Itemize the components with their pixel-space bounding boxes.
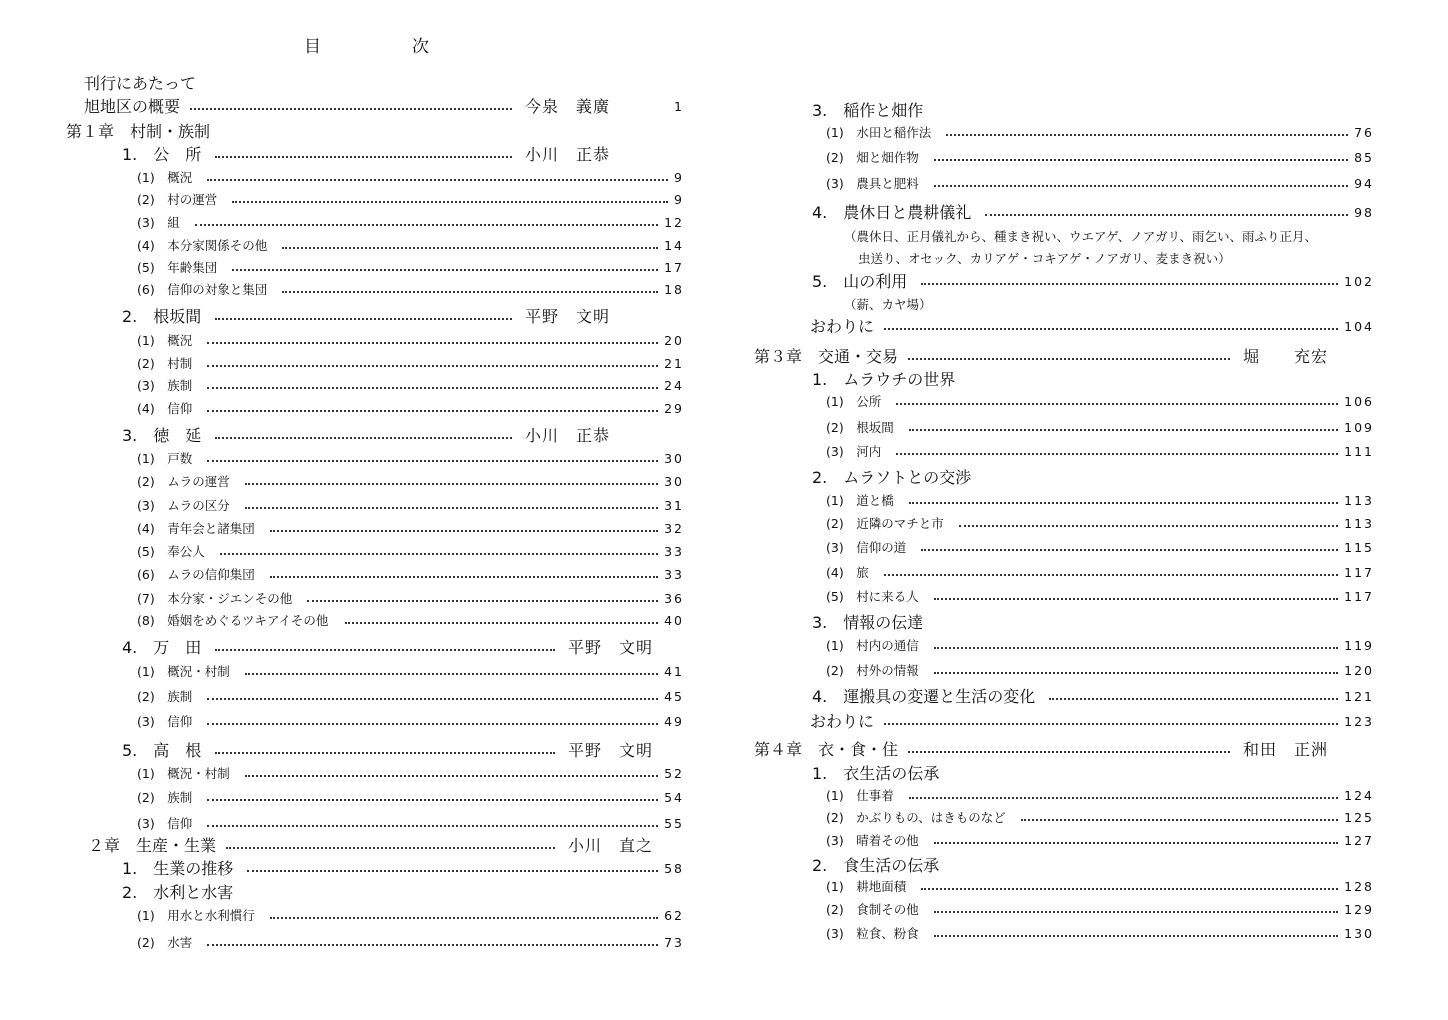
toc-entry-author: 小川 直之 xyxy=(568,836,654,855)
toc-entry-page-number: 58 xyxy=(664,861,684,876)
toc-leader-dots xyxy=(934,598,1339,600)
toc-entry xyxy=(826,122,1384,144)
toc-entry-page-number: 113 xyxy=(1344,516,1374,531)
toc-entry-page-number: 33 xyxy=(664,544,684,559)
toc-entry-label: 第４章 衣・食・住 xyxy=(754,740,899,759)
toc-entry-label: (3) 信仰 xyxy=(137,714,193,729)
toc-entry-label: (2) 族制 xyxy=(137,689,193,704)
toc-entry-label: 1. 生業の推移 xyxy=(122,859,234,878)
toc-entry-label: (2) 水害 xyxy=(137,935,193,950)
toc-entry-label: 3. 情報の伝達 xyxy=(812,613,924,632)
toc-entry xyxy=(122,740,654,762)
toc-entry-label: (2) 村の運営 xyxy=(137,192,218,207)
toc-entry-label: 刊行にあたって xyxy=(84,74,197,93)
toc-entry-label: (3) 族制 xyxy=(137,378,193,393)
toc-leader-dots xyxy=(207,723,658,725)
toc-entry-page-number: 31 xyxy=(664,498,684,513)
toc-entry xyxy=(812,686,1384,708)
toc-entry-label: (3) ムラの区分 xyxy=(137,498,230,513)
toc-leader-dots xyxy=(985,214,1348,216)
toc-entry-page-number: 52 xyxy=(664,766,684,781)
toc-leader-dots xyxy=(909,502,1339,504)
toc-entry-label: (3) 農具と肥料 xyxy=(826,176,919,191)
toc-entry-page-number: 33 xyxy=(664,567,684,582)
toc-entry xyxy=(137,471,694,493)
toc-entry xyxy=(137,257,694,279)
toc-leader-dots xyxy=(934,672,1339,674)
toc-entry xyxy=(812,855,1422,877)
toc-entry-page-number: 62 xyxy=(664,908,684,923)
toc-entry-author: 平野 文明 xyxy=(568,741,654,760)
toc-entry-label: (1) 戸数 xyxy=(137,451,193,466)
toc-entry-page-number: 128 xyxy=(1344,879,1374,894)
toc-entry-label: (1) 仕事着 xyxy=(826,788,894,803)
toc-leader-dots xyxy=(896,453,1338,455)
toc-entry-page-number: 117 xyxy=(1344,589,1374,604)
toc-entry xyxy=(137,189,694,211)
toc-entry-page-number: 73 xyxy=(664,935,684,950)
toc-leader-dots xyxy=(245,775,659,777)
toc-entry-label: （農休日、正月儀礼から、種まき祝い、ウエアゲ、ノアガリ、雨乞い、雨ふり正月、 xyxy=(844,229,1318,244)
toc-entry xyxy=(812,100,1422,122)
toc-entry xyxy=(137,588,694,610)
toc-entry-label: (1) 公所 xyxy=(826,394,882,409)
toc-leader-dots xyxy=(921,283,1338,285)
toc-entry xyxy=(810,711,1384,733)
toc-entry-page-number: 119 xyxy=(1344,638,1374,653)
toc-entry xyxy=(826,635,1384,657)
toc-entry-label: (1) 用水と水利慣行 xyxy=(137,908,255,923)
toc-entry xyxy=(826,876,1384,898)
toc-leader-dots xyxy=(207,460,658,462)
toc-entry xyxy=(137,564,694,586)
toc-entry-label: 旭地区の概要 xyxy=(84,97,181,116)
toc-entry xyxy=(137,330,694,352)
toc-entry-label: (3) 河内 xyxy=(826,444,882,459)
toc-entry xyxy=(812,369,1422,391)
toc-entry-label: 1. ムラウチの世界 xyxy=(812,370,956,389)
toc-entry-label: (4) 旅 xyxy=(826,565,869,580)
toc-entry xyxy=(137,212,694,234)
toc-entry-label: (6) 信仰の対象と集団 xyxy=(137,282,268,297)
toc-entry-label: (3) 粒食、粉食 xyxy=(826,926,919,941)
toc-entry xyxy=(137,448,694,470)
toc-entry xyxy=(137,541,694,563)
toc-leader-dots xyxy=(247,870,658,872)
toc-entry-label: (2) 畑と畑作物 xyxy=(826,150,919,165)
toc-leader-dots xyxy=(345,622,659,624)
toc-entry-page-number: 109 xyxy=(1344,420,1374,435)
toc-entry-page-number: 18 xyxy=(664,282,684,297)
toc-entry xyxy=(122,306,611,328)
toc-leader-dots xyxy=(270,530,659,532)
toc-entry-label: 2. ムラソトとの交渉 xyxy=(812,468,972,487)
toc-leader-dots xyxy=(190,108,512,110)
toc-leader-dots xyxy=(1049,698,1338,700)
toc-entry xyxy=(810,316,1384,338)
toc-entry-label: (1) 耕地面積 xyxy=(826,879,907,894)
toc-entry xyxy=(812,612,1422,634)
toc-entry xyxy=(137,661,694,683)
toc-entry-label: (5) 村に来る人 xyxy=(826,589,919,604)
toc-entry-page-number: 111 xyxy=(1344,444,1374,459)
toc-entry-label: 4. 運搬具の変遷と生活の変化 xyxy=(812,687,1036,706)
toc-entry xyxy=(137,167,694,189)
toc-leader-dots xyxy=(884,574,1339,576)
toc-entry-label: 4. 万 田 xyxy=(122,638,202,657)
toc-entry xyxy=(754,739,1329,761)
toc-entry xyxy=(812,467,1422,489)
toc-leader-dots xyxy=(245,673,659,675)
toc-entry xyxy=(826,899,1384,921)
toc-entry xyxy=(137,518,694,540)
toc-entry xyxy=(122,637,654,659)
toc-entry xyxy=(66,121,676,143)
toc-entry xyxy=(826,537,1384,559)
toc-entry xyxy=(826,147,1384,169)
toc-entry-page-number: 124 xyxy=(1344,788,1374,803)
toc-entry-page-number: 12 xyxy=(664,215,684,230)
toc-entry-page-number: 94 xyxy=(1354,176,1374,191)
toc-leader-dots xyxy=(207,342,658,344)
toc-entry-label: (3) 信仰 xyxy=(137,816,193,831)
toc-entry xyxy=(137,235,694,257)
toc-leader-dots xyxy=(215,318,512,320)
toc-entry-page-number: 98 xyxy=(1354,205,1374,220)
toc-entry-label: (2) 近隣のマチと市 xyxy=(826,516,944,531)
toc-entry-label: (2) 族制 xyxy=(137,790,193,805)
toc-leader-dots xyxy=(245,507,659,509)
toc-entry-label: おわりに xyxy=(810,317,875,336)
toc-leader-dots xyxy=(884,723,1338,725)
toc-entry-label: 第３章 交通・交易 xyxy=(754,347,899,366)
toc-entry xyxy=(826,807,1384,829)
toc-entry-page-number: 45 xyxy=(664,689,684,704)
toc-leader-dots xyxy=(207,387,658,389)
toc-entry-label: (5) 年齢集団 xyxy=(137,260,218,275)
toc-entry-page-number: 125 xyxy=(1344,810,1374,825)
toc-entry-author: 平野 文明 xyxy=(568,638,654,657)
toc-entry xyxy=(826,417,1384,439)
toc-entry-page-number: 24 xyxy=(664,378,684,393)
toc-entry xyxy=(812,763,1422,785)
toc-entry-label: 虫送り、オセック、カリアゲ・コキアゲ・ノアガリ、麦まき祝い） xyxy=(858,251,1231,266)
toc-entry-page-number: 9 xyxy=(674,170,684,185)
toc-entry xyxy=(84,96,694,118)
toc-entry-page-number: 30 xyxy=(664,474,684,489)
toc-leader-dots xyxy=(207,825,658,827)
toc-entry xyxy=(122,425,611,447)
toc-entry-label: 5. 高 根 xyxy=(122,741,202,760)
toc-entry xyxy=(826,830,1384,852)
toc-entry xyxy=(826,660,1384,682)
toc-entry xyxy=(84,73,694,95)
toc-entry-label: 4. 農休日と農耕儀礼 xyxy=(812,203,972,222)
page-title-right: 次 xyxy=(412,37,429,57)
toc-entry-label: 1. 衣生活の伝承 xyxy=(812,764,940,783)
toc-leader-dots xyxy=(215,156,512,158)
toc-entry-page-number: 17 xyxy=(664,260,684,275)
toc-entry xyxy=(844,226,1448,248)
toc-entry xyxy=(844,294,1448,316)
toc-entry-page-number: 41 xyxy=(664,664,684,679)
toc-entry-label: 第１章 村制・族制 xyxy=(66,122,211,141)
toc-leader-dots xyxy=(270,917,659,919)
toc-entry-label: (8) 婚姻をめぐるツキアイその他 xyxy=(137,613,329,628)
toc-leader-dots xyxy=(921,888,1338,890)
toc-entry-page-number: 54 xyxy=(664,790,684,805)
toc-leader-dots xyxy=(934,842,1339,844)
toc-entry-label: (2) ムラの運営 xyxy=(137,474,230,489)
toc-leader-dots xyxy=(282,291,658,293)
toc-entry-label: 2. 水利と水害 xyxy=(122,883,234,902)
toc-leader-dots xyxy=(207,944,658,946)
toc-entry-page-number: 121 xyxy=(1344,689,1374,704)
toc-entry xyxy=(826,173,1384,195)
toc-entry-page-number: 106 xyxy=(1344,394,1374,409)
toc-leader-dots xyxy=(934,647,1339,649)
toc-entry-label: (3) 組 xyxy=(137,215,180,230)
toc-entry-page-number: 29 xyxy=(664,401,684,416)
toc-entry xyxy=(88,835,654,857)
toc-entry-page-number: 32 xyxy=(664,521,684,536)
toc-entry-page-number: 49 xyxy=(664,714,684,729)
toc-leader-dots xyxy=(946,134,1348,136)
toc-entry-label: 3. 徳 延 xyxy=(122,426,202,445)
toc-leader-dots xyxy=(232,269,658,271)
toc-entry-page-number: 20 xyxy=(664,333,684,348)
toc-entry xyxy=(137,763,694,785)
toc-leader-dots xyxy=(908,751,1230,753)
toc-entry-label: (1) 概況 xyxy=(137,170,193,185)
toc-entry-label: ２章 生産・生業 xyxy=(88,836,217,855)
toc-leader-dots xyxy=(270,576,659,578)
toc-entry-label: (2) 根坂間 xyxy=(826,420,894,435)
toc-entry xyxy=(826,391,1384,413)
toc-entry-page-number: 113 xyxy=(1344,493,1374,508)
toc-leader-dots xyxy=(207,365,658,367)
toc-entry xyxy=(137,398,694,420)
toc-entry xyxy=(826,562,1384,584)
toc-entry-label: (4) 青年会と諸集団 xyxy=(137,521,255,536)
toc-leader-dots xyxy=(934,935,1339,937)
toc-leader-dots xyxy=(207,799,658,801)
toc-entry-page-number: 1 xyxy=(674,99,684,114)
toc-entry-page-number: 129 xyxy=(1344,902,1374,917)
toc-entry xyxy=(137,610,694,632)
toc-leader-dots xyxy=(921,549,1338,551)
toc-entry xyxy=(754,346,1329,368)
toc-leader-dots xyxy=(232,201,668,203)
toc-leader-dots xyxy=(959,525,1339,527)
toc-entry-label: (3) 晴着その他 xyxy=(826,833,919,848)
toc-entry xyxy=(137,787,694,809)
toc-entry-page-number: 55 xyxy=(664,816,684,831)
toc-leader-dots xyxy=(884,328,1338,330)
toc-entry-label: (2) 村制 xyxy=(137,356,193,371)
toc-entry xyxy=(137,279,694,301)
toc-entry xyxy=(137,932,694,954)
toc-entry xyxy=(826,923,1384,945)
toc-leader-dots xyxy=(207,179,668,181)
toc-entry xyxy=(826,490,1384,512)
toc-entry-label: (4) 信仰 xyxy=(137,401,193,416)
toc-entry-page-number: 127 xyxy=(1344,833,1374,848)
toc-leader-dots xyxy=(207,698,658,700)
toc-leader-dots xyxy=(282,247,658,249)
toc-entry xyxy=(826,785,1384,807)
toc-leader-dots xyxy=(909,797,1339,799)
toc-entry-label: (2) 食制その他 xyxy=(826,902,919,917)
toc-entry-label: (2) 村外の情報 xyxy=(826,663,919,678)
toc-entry xyxy=(137,905,694,927)
toc-entry-page-number: 120 xyxy=(1344,663,1374,678)
toc-entry-label: (6) ムラの信仰集団 xyxy=(137,567,255,582)
toc-entry-author: 小川 正恭 xyxy=(525,426,611,445)
toc-leader-dots xyxy=(207,410,658,412)
toc-entry-author: 平野 文明 xyxy=(525,307,611,326)
toc-entry-page-number: 36 xyxy=(664,591,684,606)
toc-leader-dots xyxy=(215,649,555,651)
toc-leader-dots xyxy=(934,911,1339,913)
toc-entry-page-number: 104 xyxy=(1344,319,1374,334)
toc-entry xyxy=(137,813,694,835)
toc-entry-page-number: 76 xyxy=(1354,125,1374,140)
toc-leader-dots xyxy=(226,847,555,849)
toc-entry-page-number: 115 xyxy=(1344,540,1374,555)
toc-leader-dots xyxy=(307,600,658,602)
toc-entry-author: 堀 充宏 xyxy=(1243,347,1329,366)
toc-entry xyxy=(812,271,1384,293)
toc-leader-dots xyxy=(220,553,659,555)
toc-entry-page-number: 102 xyxy=(1344,274,1374,289)
toc-entry-label: 1. 公 所 xyxy=(122,145,202,164)
toc-entry-label: (7) 本分家・ジエンその他 xyxy=(137,591,293,606)
toc-entry xyxy=(826,586,1384,608)
toc-entry xyxy=(812,202,1384,224)
toc-entry-page-number: 30 xyxy=(664,451,684,466)
toc-entry-label: (1) 概況 xyxy=(137,333,193,348)
toc-entry xyxy=(122,882,732,904)
toc-entry-page-number: 130 xyxy=(1344,926,1374,941)
toc-entry-page-number: 21 xyxy=(664,356,684,371)
toc-entry-label: 5. 山の利用 xyxy=(812,272,908,291)
toc-entry-label: (5) 奉公人 xyxy=(137,544,205,559)
toc-entry xyxy=(137,375,694,397)
toc-entry-label: (1) 概況・村制 xyxy=(137,664,230,679)
toc-entry-page-number: 123 xyxy=(1344,714,1374,729)
toc-entry xyxy=(826,513,1384,535)
toc-leader-dots xyxy=(215,752,555,754)
toc-entry-author: 小川 正恭 xyxy=(525,145,611,164)
toc-entry-label: (4) 本分家関係その他 xyxy=(137,238,268,253)
toc-entry-author: 今泉 義廣 xyxy=(525,97,611,116)
toc-entry-label: 2. 食生活の伝承 xyxy=(812,856,940,875)
toc-leader-dots xyxy=(934,159,1349,161)
toc-entry-label: （薪、カヤ場） xyxy=(844,297,932,312)
toc-entry-page-number: 40 xyxy=(664,613,684,628)
toc-entry xyxy=(122,858,694,880)
toc-entry-label: (3) 信仰の道 xyxy=(826,540,907,555)
toc-entry xyxy=(137,711,694,733)
toc-entry xyxy=(826,441,1384,463)
toc-entry-label: (1) 道と橋 xyxy=(826,493,894,508)
toc-leader-dots xyxy=(896,403,1338,405)
toc-leader-dots xyxy=(245,483,659,485)
toc-leader-dots xyxy=(195,224,659,226)
toc-leader-dots xyxy=(215,437,512,439)
toc-entry xyxy=(137,353,694,375)
toc-entry-author: 和田 正洲 xyxy=(1243,740,1329,759)
toc-leader-dots xyxy=(934,185,1349,187)
toc-entry-label: 2. 根坂間 xyxy=(122,307,202,326)
toc-entry-label: (2) かぶりもの、はきものなど xyxy=(826,810,1006,825)
toc-entry-page-number: 14 xyxy=(664,238,684,253)
toc-entry xyxy=(858,248,1448,270)
toc-entry xyxy=(137,686,694,708)
toc-entry-label: おわりに xyxy=(810,712,875,731)
toc-leader-dots xyxy=(909,429,1339,431)
toc-entry-page-number: 9 xyxy=(674,192,684,207)
toc-entry-page-number: 85 xyxy=(1354,150,1374,165)
toc-leader-dots xyxy=(908,358,1230,360)
toc-entry-page-number: 117 xyxy=(1344,565,1374,580)
toc-entry xyxy=(137,495,694,517)
toc-leader-dots xyxy=(1021,819,1338,821)
toc-entry-label: (1) 概況・村制 xyxy=(137,766,230,781)
toc-entry-label: (1) 水田と稲作法 xyxy=(826,125,932,140)
page-title-left: 目 xyxy=(304,37,321,57)
toc-entry xyxy=(122,144,611,166)
toc-entry-label: 3. 稲作と畑作 xyxy=(812,101,924,120)
toc-entry-label: (1) 村内の通信 xyxy=(826,638,919,653)
